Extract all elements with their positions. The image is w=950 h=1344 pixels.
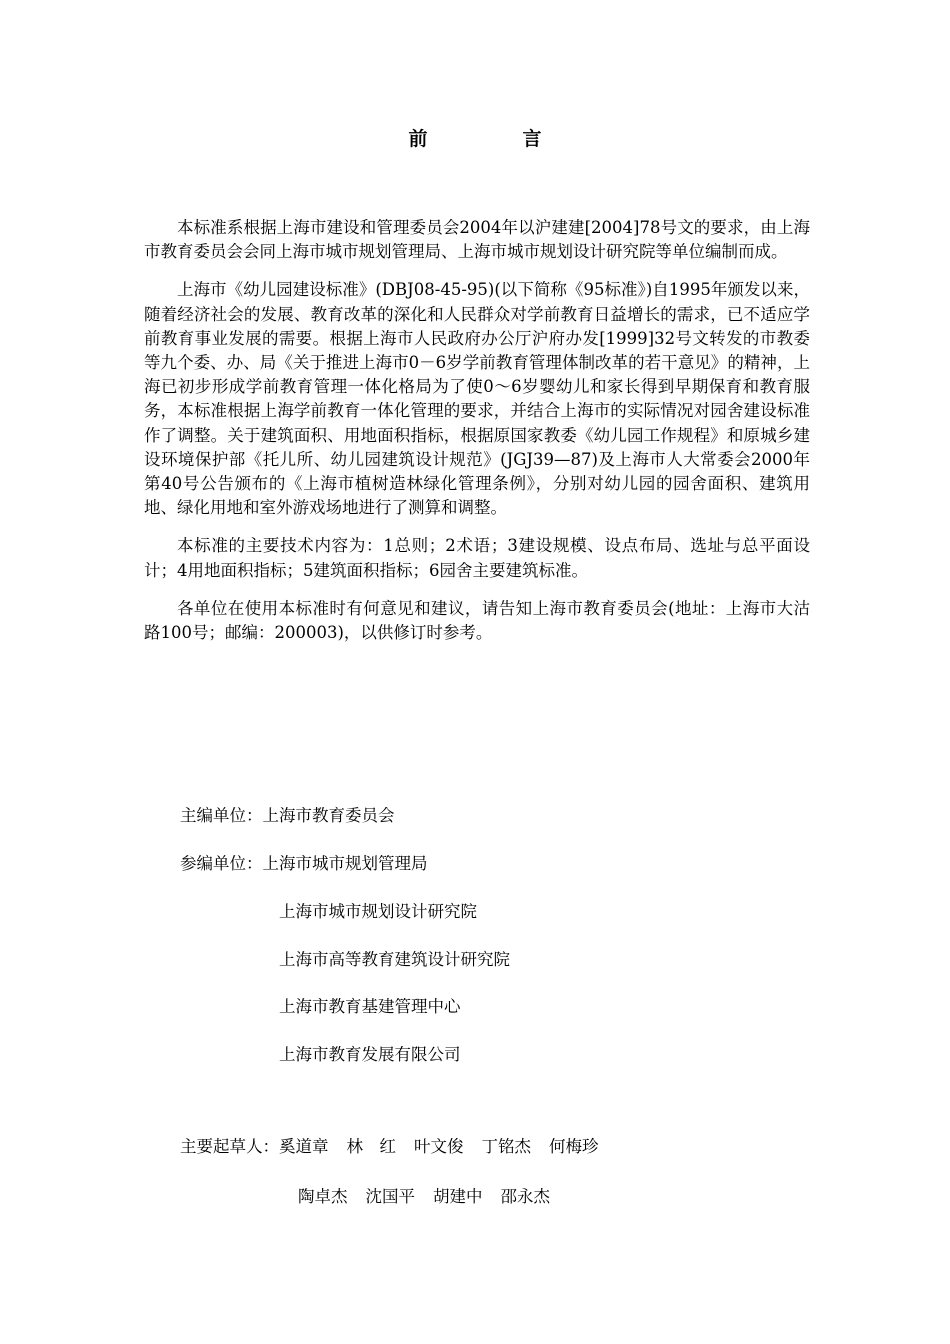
drafters-label: 主要起草人： (180, 1137, 279, 1156)
preface-body (144, 216, 810, 659)
page-title: 前 言 (408, 128, 580, 150)
drafters-row-1 (180, 1133, 617, 1157)
participating-label: 参编单位： (180, 854, 263, 873)
drafter-name: 胡建中 (433, 1187, 483, 1206)
drafter-name: 沈国平 (365, 1187, 415, 1206)
drafter-name: 奚道章 (279, 1137, 329, 1156)
drafter-name: 叶文俊 (414, 1137, 464, 1156)
paragraph-1: 本标准系根据上海市建设和管理委员会2004年以沪建建[2004]78号文的要求，由上海市教育委员会会同上海市城市规划管理局、上海市城市规划设计研究院等单位编制而成。 (144, 218, 810, 262)
participating-unit: 上海市城市规划设计研究院 (279, 902, 477, 921)
drafter-name: 何梅珍 (549, 1137, 599, 1156)
participating-units-first (180, 850, 428, 874)
participating-unit: 上海市高等教育建筑设计研究院 (279, 950, 510, 969)
drafter-name: 林 红 (346, 1137, 396, 1156)
participating-unit: 上海市教育基建管理中心 (279, 997, 461, 1016)
chief-unit: 主编单位：上海市教育委员会 (180, 806, 395, 825)
paragraph-3: 本标准的主要技术内容为：1总则；2术语；3建设规模、设点布局、选址与总平面设计；4用地面积指标；5建筑面积指标；6园舍主要建筑标准。 (144, 536, 810, 580)
drafters-row-2 (298, 1183, 568, 1207)
drafter-name: 丁铭杰 (481, 1137, 531, 1156)
participating-unit: 上海市教育发展有限公司 (279, 1045, 461, 1064)
drafter-name: 陶卓杰 (298, 1187, 348, 1206)
drafter-name: 邵永杰 (500, 1187, 550, 1206)
participating-unit: 上海市城市规划管理局 (262, 854, 428, 873)
paragraph-4: 各单位在使用本标准时有何意见和建议，请告知上海市教育委员会(地址：上海市大沽路100号；邮编：200003)，以供修订时参考。 (144, 598, 810, 643)
paragraph-2: 上海市《幼儿园建设标准》(DBJ08-45-95)(以下简称《95标准》)自1995年颁发以来，随着经济社会的发展、教育改革的深化和人民群众对学前教育日益增长的需求，已不适应学前教育事业发展的需要。根据上海市人民政府办公厅沪府办发[1999]32号文转发的市教委等九个委、办、局《关于推进上海市0－6岁学前教育管理体制改革的若干意见》的精神，上海已初步形成学前教育管理一体化格局为了使0～6岁婴幼儿和家长得到早期保育和教育服务，本标准根据上海学前教育一体化管理的要求，并结合上海市的实际情况对园舍建设标准作了调整。关于建筑面积、用地面积指标，根据原国家教委《幼儿园工作规程》和原城乡建设环境保护部《托儿所、幼儿园建筑设计规范》(JGJ39—87)及上海市人大常委会2000年第40号公告颁布的《上海市植树造林绿化管理条例》，分别对幼儿园的园舍面积、建筑用地、绿化用地和室外游戏场地进行了测算和调整。 (144, 280, 810, 518)
